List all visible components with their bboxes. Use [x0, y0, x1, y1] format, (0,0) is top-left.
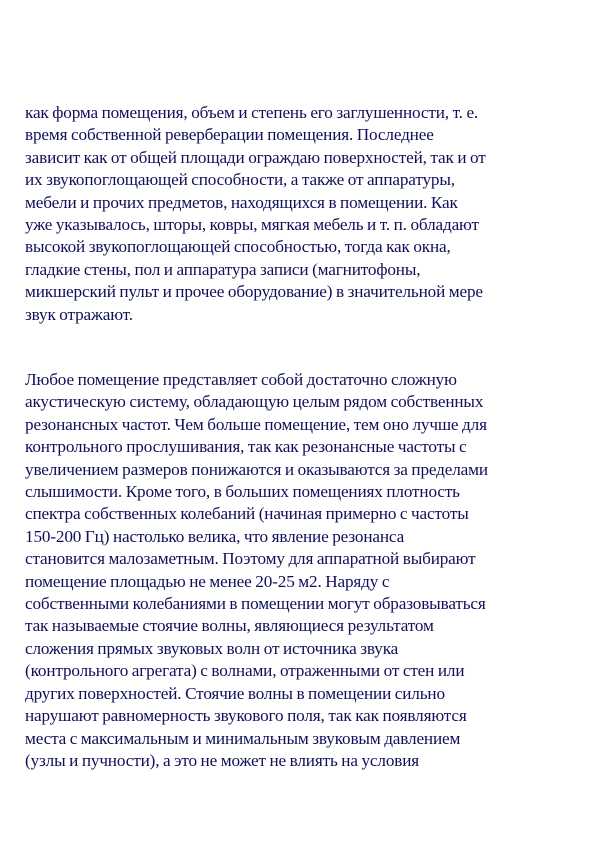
- paragraph-line: собственными колебаниями в помещении могут образовываться: [25, 594, 486, 614]
- paragraph-line: как форма помещения, объем и степень его заглушенности, т. е.: [25, 103, 479, 122]
- paragraph-line: (узлы и пучности), а это не может не влиять на условия: [25, 750, 420, 770]
- paragraph-line: гладкие стены, пол и аппаратура записи (магнитофоны,: [25, 259, 421, 279]
- paragraph-line: других поверхностей. Стоячие волны в помещении сильно: [25, 683, 445, 703]
- paragraph-line: становится малозаметным. Поэтому для аппаратной выбирают: [25, 549, 476, 569]
- paragraph-line: Любое помещение представляет собой достаточно сложную: [25, 370, 457, 389]
- paragraph-line: время собственной реверберации помещения. Последнее: [25, 125, 434, 145]
- paragraph-line: мебели и прочих предметов, находящихся в помещении. Как: [25, 192, 458, 212]
- paragraph-line: слышимости. Кроме того, в больших помещениях плотность: [25, 482, 460, 502]
- paragraph-line: высокой звукопоглощающей способностью, тогда как окна,: [25, 237, 451, 257]
- paragraph-line: спектра собственных колебаний (начиная примерно с частоты: [25, 504, 469, 524]
- paragraph-line: контрольного прослушивания, так как резонансные частоты с: [25, 437, 467, 457]
- paragraph-line: зависит как от общей площади ограждаю поверхностей, так и от: [25, 147, 486, 167]
- paragraph-line: места с максимальным и минимальным звуковым давлением: [25, 728, 461, 748]
- paragraph-line: (контрольного агрегата) с волнами, отраженными от стен или: [25, 661, 465, 681]
- paragraph-line: нарушают равномерность звукового поля, так как появляются: [25, 706, 467, 726]
- paragraph-line: так называемые стоячие волны, являющиеся результатом: [25, 616, 434, 636]
- paragraph-line: 150-200 Гц) настолько велика, что явление резонанса: [25, 526, 405, 546]
- paragraph-1: [25, 102, 585, 326]
- paragraph-line: микшерский пульт и прочее оборудование) в значительной мере: [25, 282, 483, 302]
- paragraph-line: звук отражают.: [25, 304, 133, 324]
- paragraph-line: уже указывалось, шторы, ковры, мягкая мебель и т. п. обладают: [25, 215, 479, 235]
- paragraph-line: сложения прямых звуковых волн от источника звука: [25, 638, 399, 658]
- paragraph-line: увеличением размеров понижаются и оказываются за пределами: [25, 459, 488, 479]
- paragraph-line: акустическую систему, обладающую целым рядом собственных: [25, 392, 484, 412]
- paragraph-line: их звукопоглощающей способности, а также от аппаратуры,: [25, 170, 455, 190]
- paragraph-2: [25, 369, 585, 772]
- paragraph-line: резонансных частот. Чем больше помещение, тем оно лучше для: [25, 414, 487, 434]
- paragraph-line: помещение площадью не менее 20-25 м2. Наряду с: [25, 571, 390, 591]
